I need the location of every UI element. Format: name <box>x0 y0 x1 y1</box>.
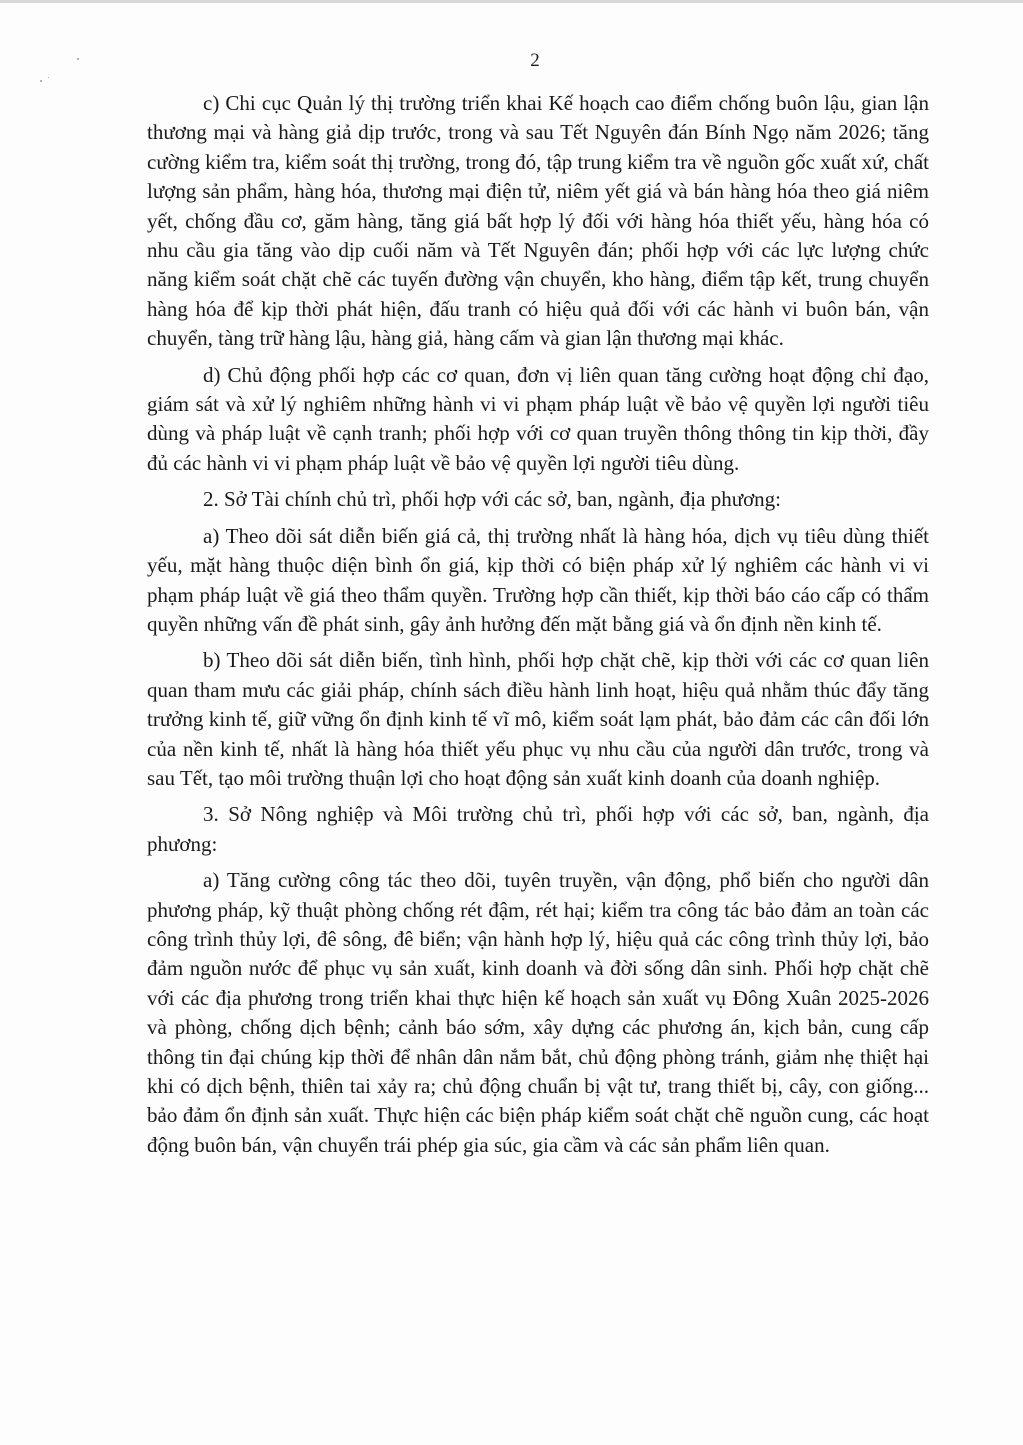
scan-speck <box>40 80 42 82</box>
scan-speck <box>48 77 49 78</box>
page-number: 2 <box>530 50 540 71</box>
scan-top-edge <box>0 0 1023 3</box>
paragraph-1c: c) Chi cục Quản lý thị trường triển khai Kế hoạch cao điểm chống buôn lậu, gian lận thương mại và hàng giả dịp trước, trong và sau Tết Nguyên đán Bính Ngọ năm 2026; tăng cường kiểm tra, kiểm soát thị trường, trong đó, tập trung kiểm tra về nguồn gốc xuất xứ, chất lượng sản phẩm, hàng hóa, thương mại điện tử, niêm yết giá và bán hàng hóa theo giá niêm yết, chống đầu cơ, găm hàng, tăng giá bất hợp lý đối với hàng hóa thiết yếu, hàng hóa có nhu cầu gia tăng vào dịp cuối năm và Tết Nguyên đán; phối hợp với các lực lượng chức năng kiểm soát chặt chẽ các tuyến đường vận chuyển, kho hàng, điểm tập kết, trung chuyển hàng hóa để kịp thời phát hiện, đấu tranh có hiệu quả đối với các hành vi buôn bán, vận chuyển, tàng trữ hàng lậu, hàng giả, hàng cấm và gian lận thương mại khác. <box>147 91 929 351</box>
paragraph-3-heading: 3. Sở Nông nghiệp và Môi trường chủ trì, phối hợp với các sở, ban, ngành, địa phương: <box>147 802 929 856</box>
paragraph-1d: d) Chủ động phối hợp các cơ quan, đơn vị liên quan tăng cường hoạt động chỉ đạo, giám sát và xử lý nghiêm những hành vi vi phạm pháp luật về bảo vệ quyền lợi người tiêu dùng và pháp luật về cạnh tranh; phối hợp với cơ quan truyền thông thông tin kịp thời, đầy đủ các hành vi vi phạm pháp luật về bảo vệ quyền lợi người tiêu dùng. <box>147 362 929 475</box>
paragraph-3a: a) Tăng cường công tác theo dõi, tuyên truyền, vận động, phổ biến cho người dân phương pháp, kỹ thuật phòng chống rét đậm, rét hại; kiểm tra công tác bảo đảm an toàn các công trình thủy lợi, đê sông, đê biển; vận hành hợp lý, hiệu quả các công trình thủy lợi, bảo đảm nguồn nước để phục vụ sản xuất, kinh doanh và đời sống dân sinh. Phối hợp chặt chẽ với các địa phương trong triển khai thực hiện kế hoạch sản xuất vụ Đông Xuân 2025-2026 và phòng, chống dịch bệnh; cảnh báo sớm, xây dựng các phương án, kịch bản, cung cấp thông tin đại chúng kịp thời để nhân dân nắm bắt, chủ động phòng tránh, giảm nhẹ thiệt hại khi có dịch bệnh, thiên tai xảy ra; chủ động chuẩn bị vật tư, trang thiết bị, cây, con giống... bảo đảm ổn định sản xuất. Thực hiện các biện pháp kiểm soát chặt chẽ nguồn cung, các hoạt động buôn bán, vận chuyển trái phép gia súc, gia cầm và các sản phẩm liên quan. <box>147 868 929 1157</box>
paragraph-2a: a) Theo dõi sát diễn biến giá cả, thị trường nhất là hàng hóa, dịch vụ tiêu dùng thiết yếu, mặt hàng thuộc diện bình ổn giá, kịp thời có biện pháp xử lý nghiêm các hành vi vi phạm pháp luật về giá theo thẩm quyền. Trường hợp cần thiết, kịp thời báo cáo cấp có thẩm quyền những vấn đề phát sinh, gây ảnh hưởng đến mặt bằng giá và ổn định nền kinh tế. <box>147 523 929 636</box>
paragraph-2-heading: 2. Sở Tài chính chủ trì, phối hợp với các sở, ban, ngành, địa phương: <box>203 487 782 512</box>
paragraph-2b: b) Theo dõi sát diễn biến, tình hình, phối hợp chặt chẽ, kịp thời với các cơ quan liên quan tham mưu các giải pháp, chính sách điều hành linh hoạt, hiệu quả nhằm thúc đẩy tăng trưởng kinh tế, giữ vững ổn định kinh tế vĩ mô, kiểm soát lạm phát, bảo đảm các cân đối lớn của nền kinh tế, nhất là hàng hóa thiết yếu phục vụ nhu cầu của người dân trước, trong và sau Tết, tạo môi trường thuận lợi cho hoạt động sản xuất kinh doanh của doanh nghiệp. <box>147 648 929 790</box>
document-body <box>147 89 929 1167</box>
